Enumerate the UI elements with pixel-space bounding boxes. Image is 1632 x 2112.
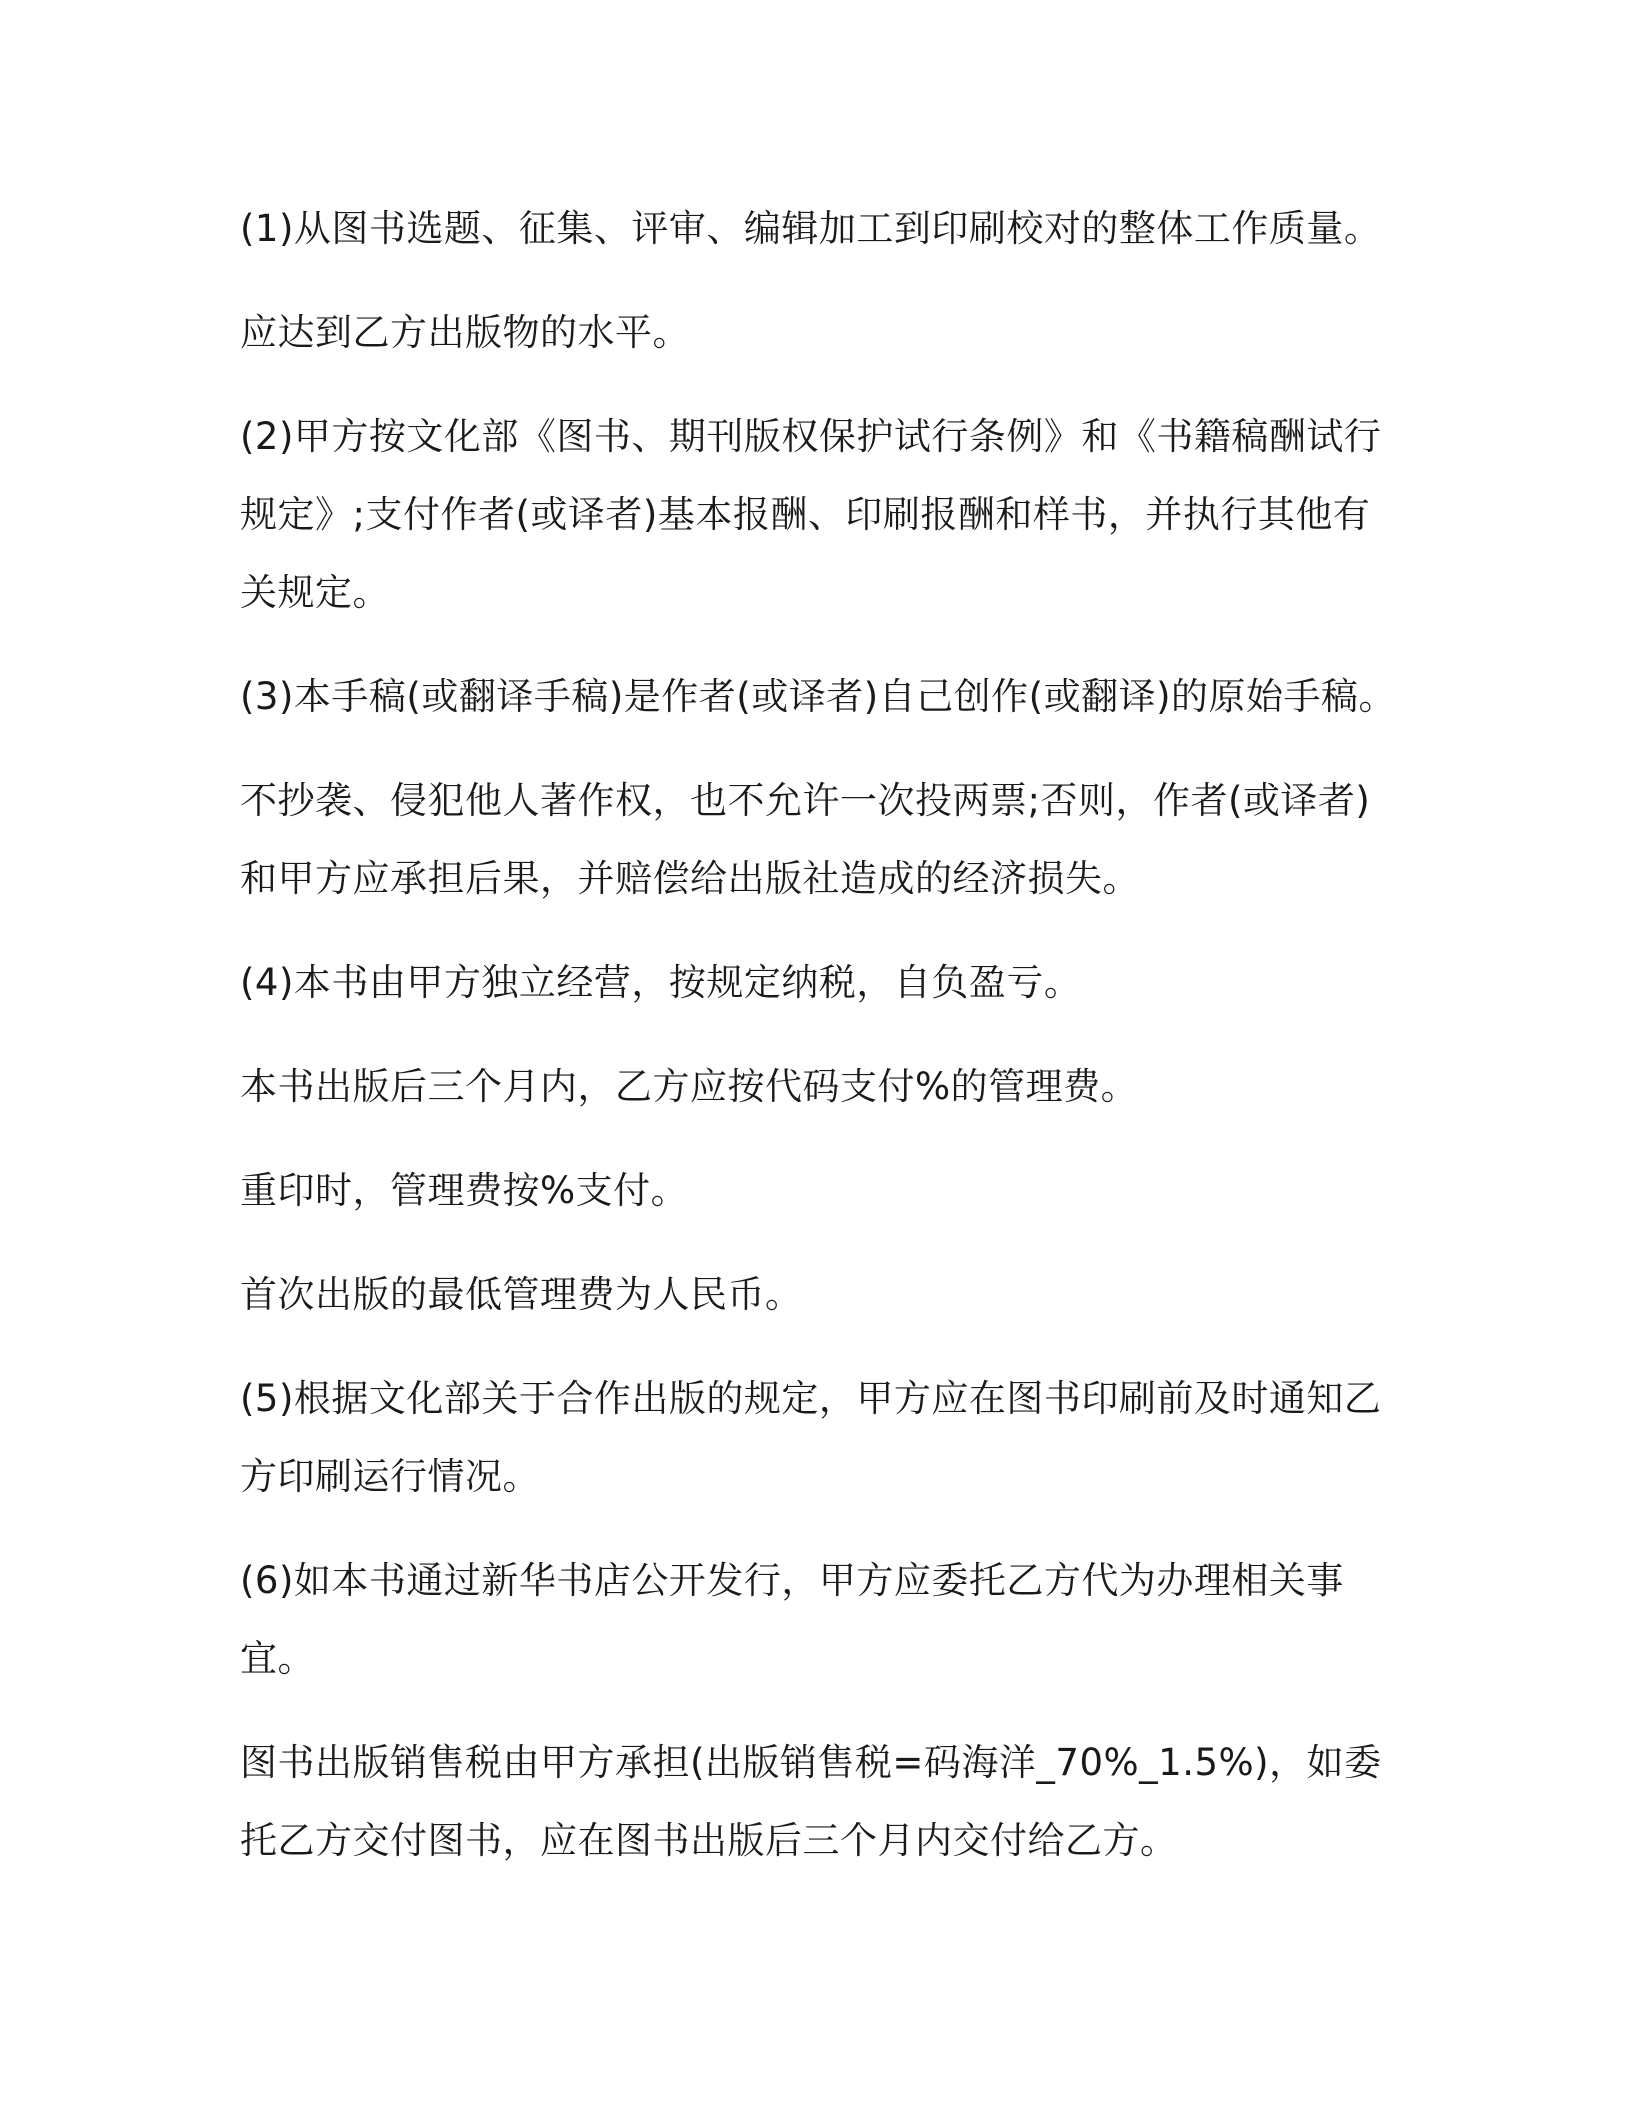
paragraph-12: 图书出版销售税由甲方承担(出版销售税=码海洋_70%_1.5%)，如委托乙方交付图书，应在图书出版后三个月内交付给乙方。 [240, 1741, 1382, 1862]
paragraph-11: (6)如本书通过新华书店公开发行，甲方应委托乙方代为办理相关事宜。 [240, 1559, 1344, 1680]
paragraph-6: (4)本书由甲方独立经营，按规定纳税，自负盈亏。 [240, 961, 1082, 1004]
paragraph-2: 应达到乙方出版物的水平。 [240, 311, 690, 354]
paragraph-1: (1)从图书选题、征集、评审、编辑加工到印刷校对的整体工作质量。 [240, 207, 1382, 250]
paragraph-4: (3)本手稿(或翻译手稿)是作者(或译者)自己创作(或翻译)的原始手稿。 [240, 675, 1397, 718]
paragraph-9: 首次出版的最低管理费为人民币。 [240, 1273, 803, 1316]
paragraph-3: (2)甲方按文化部《图书、期刊版权保护试行条例》和《书籍稿酬试行规定》;支付作者(或译者)基本报酬、印刷报酬和样书，并执行其他有关规定。 [240, 415, 1382, 614]
paragraph-5: 不抄袭、侵犯他人著作权，也不允许一次投两票;否则，作者(或译者)和甲方应承担后果，并赔偿给出版社造成的经济损失。 [240, 779, 1371, 900]
document-body [240, 190, 1400, 1906]
paragraph-7: 本书出版后三个月内，乙方应按代码支付%的管理费。 [240, 1065, 1139, 1108]
paragraph-8: 重印时，管理费按%支付。 [240, 1169, 689, 1212]
paragraph-10: (5)根据文化部关于合作出版的规定，甲方应在图书印刷前及时通知乙方印刷运行情况。 [240, 1377, 1382, 1498]
